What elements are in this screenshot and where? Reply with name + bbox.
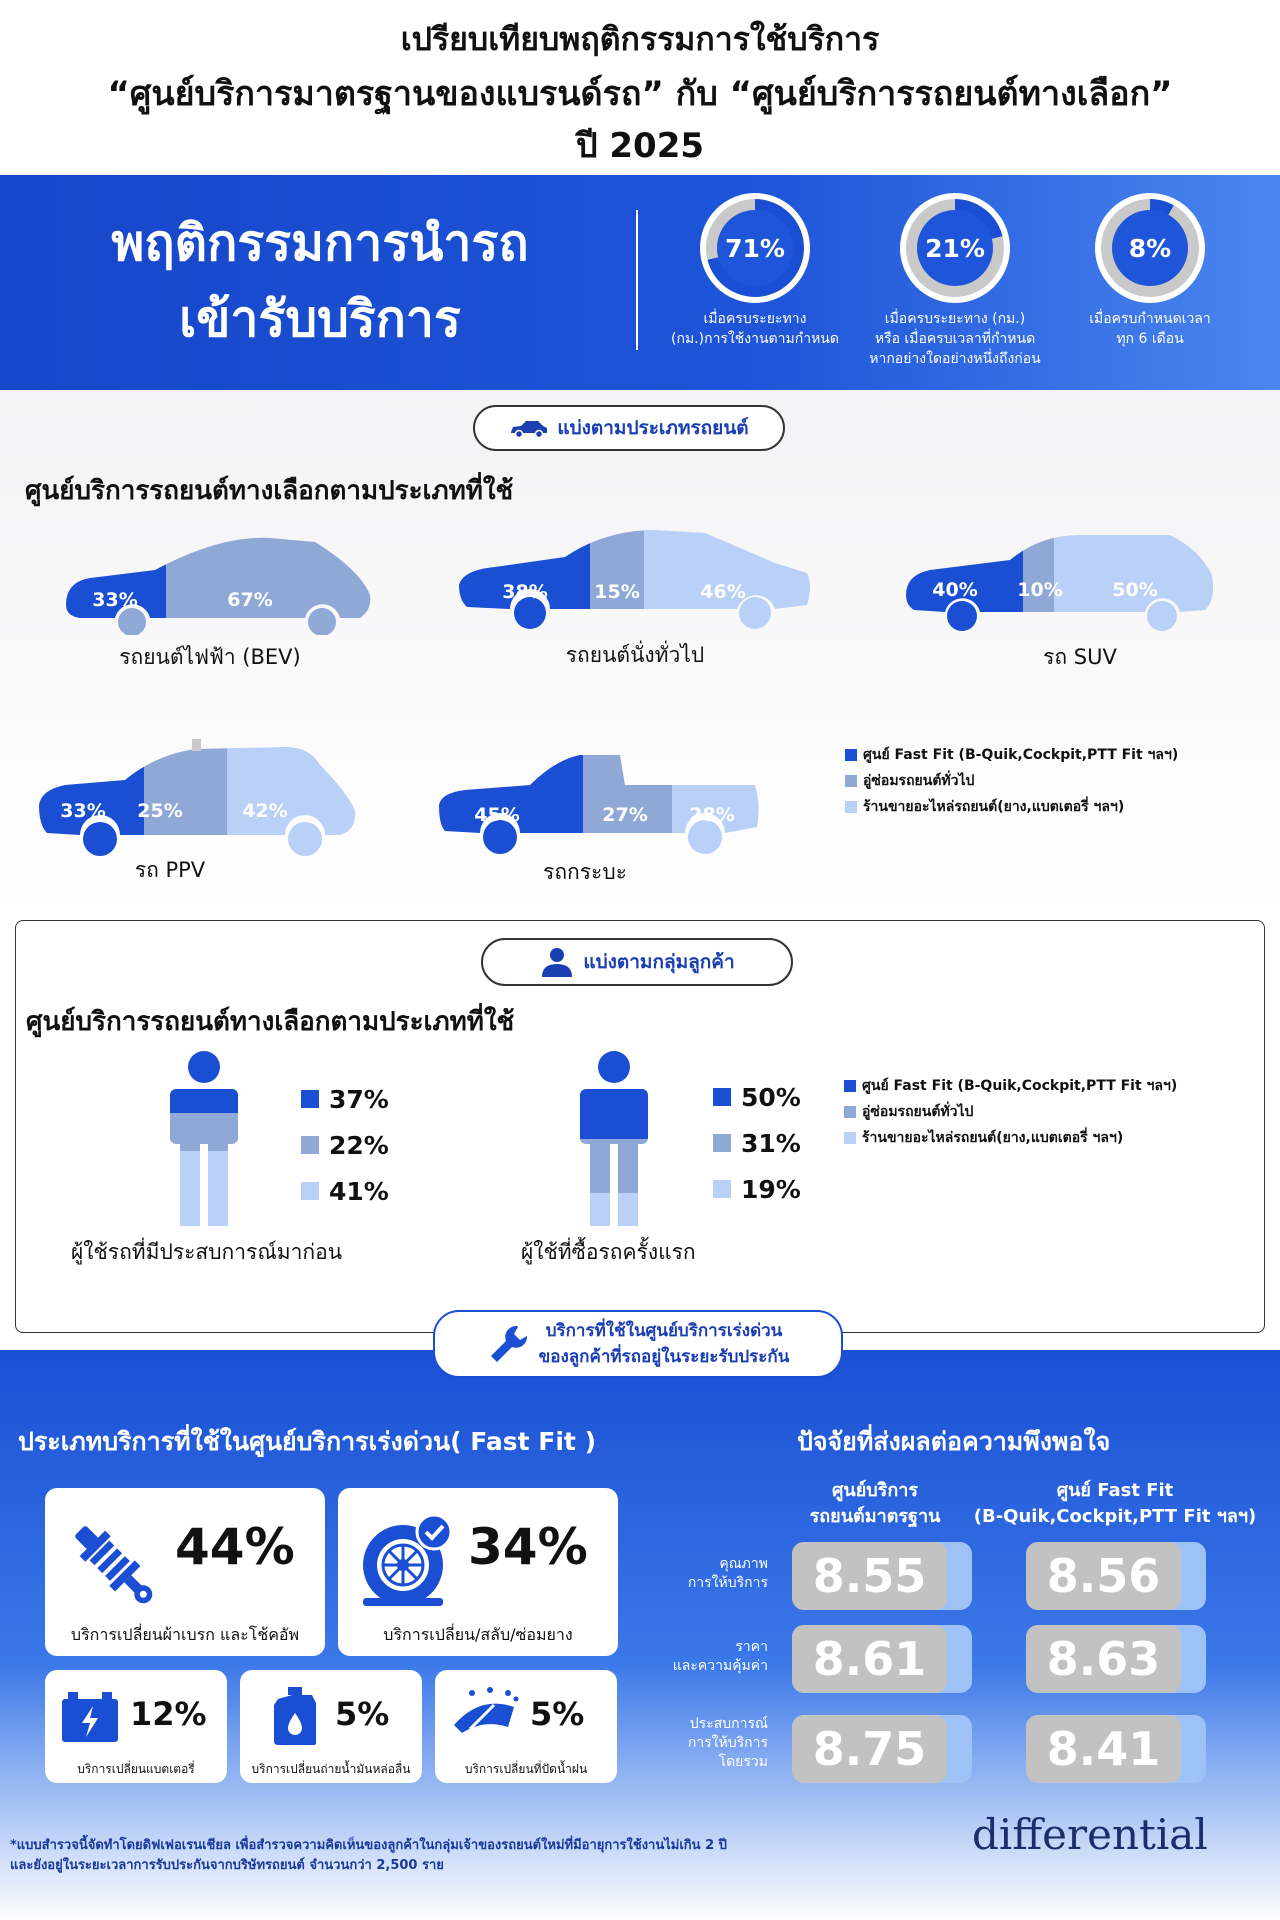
row-label-line: ราคา	[735, 1639, 768, 1655]
car-sedan	[455, 525, 815, 672]
row-label-line: การให้บริการ	[687, 1735, 768, 1751]
legend-label: อู่ซ่อมรถยนต์ทั่วไป	[863, 773, 975, 789]
customer-pill	[481, 938, 793, 986]
car-bev	[60, 530, 380, 674]
fastfit-pill-text	[539, 1318, 790, 1370]
car-icon	[509, 418, 549, 438]
score-value: 8.41	[1026, 1715, 1181, 1783]
legend-swatch	[845, 775, 857, 787]
vehicle-pill-label: แบ่งตามประเภทรถยนต์	[557, 417, 749, 439]
service-card-tire	[338, 1488, 618, 1656]
col-head-line: ศูนย์บริการ	[831, 1480, 919, 1501]
vehicle-section	[0, 390, 1280, 915]
score-value: 8.61	[792, 1625, 947, 1693]
service-caption: บริการเปลี่ยนแบตเตอรี่	[77, 1762, 195, 1776]
behavior-item-1	[645, 193, 865, 349]
col-head-fastfit	[965, 1478, 1265, 1530]
group-value	[713, 1120, 801, 1166]
col-head-line: (B-Quik,Cockpit,PTT Fit ฯลฯ)	[973, 1506, 1257, 1527]
caption-line: หรือ เมื่อครบเวลาที่กำหนด	[874, 331, 1036, 347]
behavior-title-line-1: พฤติกรรมการนำรถ	[111, 214, 529, 272]
row-label-price	[618, 1638, 768, 1676]
score-standard-price	[792, 1625, 972, 1693]
service-card-brake	[45, 1488, 325, 1656]
score-fastfit-experience	[1026, 1715, 1206, 1783]
service-value: 44%	[175, 1518, 295, 1576]
legend-swatch	[845, 801, 857, 813]
score-value: 8.56	[1026, 1542, 1181, 1610]
group-value	[301, 1122, 389, 1168]
caption-line: ทุก 6 เดือน	[1116, 331, 1184, 347]
col-head-line: ศูนย์ Fast Fit	[1056, 1480, 1174, 1501]
car-value: 27%	[602, 804, 648, 826]
service-caption: บริการเปลี่ยนถ่ายน้ำมันหล่อลื่น	[251, 1762, 411, 1776]
wiper-icon	[450, 1685, 522, 1743]
score-value: 8.63	[1026, 1625, 1181, 1693]
car-label: รถ SUV	[1043, 645, 1117, 669]
fastfit-pill	[433, 1310, 843, 1378]
title-line-2: “ศูนย์บริการมาตรฐานของแบรนด์รถ” กับ “ศูนย์บริการรถยนต์ทางเลือก”	[107, 74, 1173, 114]
caption-line: หากอย่างใดอย่างหนึ่งถึงก่อน	[869, 351, 1041, 367]
battery-icon	[60, 1690, 120, 1744]
fastfit-title: ประเภทบริการที่ใช้ในศูนย์บริการเร่งด่วน( Fast Fit )	[18, 1427, 597, 1456]
value-text: 41%	[329, 1176, 389, 1206]
oil-can-icon	[270, 1685, 320, 1747]
car-value: 33%	[92, 589, 138, 611]
legend-swatch	[844, 1106, 856, 1118]
service-caption: บริการเปลี่ยนที่ปัดน้ำฝน	[464, 1762, 588, 1776]
legend-item	[845, 742, 1178, 768]
value-swatch	[301, 1136, 319, 1154]
value-text: 50%	[741, 1082, 801, 1112]
car-value: 10%	[1017, 579, 1063, 601]
row-label-line: โดยรวม	[718, 1754, 768, 1770]
donut-value: 71%	[717, 210, 793, 286]
pill-line: ของลูกค้าที่รถอยู่ในระยะรับประกัน	[538, 1347, 790, 1367]
service-value: 34%	[468, 1518, 588, 1576]
legend-swatch	[844, 1080, 856, 1092]
header	[0, 0, 1280, 175]
row-label-line: ประสบการณ์	[689, 1716, 768, 1732]
row-label-experience	[618, 1715, 768, 1772]
donut-caption	[1040, 309, 1260, 349]
group-value	[301, 1076, 389, 1122]
car-value: 40%	[932, 579, 978, 601]
car-value: 46%	[700, 581, 746, 603]
caption-line: เมื่อครบระยะทาง	[703, 311, 807, 327]
behavior-item-3	[1040, 193, 1260, 349]
vehicle-legend	[845, 742, 1178, 820]
person-icon	[539, 947, 575, 977]
car-value: 42%	[242, 800, 288, 822]
donut-chart	[900, 193, 1010, 303]
car-value: 28%	[689, 804, 735, 826]
donut-chart	[700, 193, 810, 303]
pill-line: บริการที่ใช้ในศูนย์บริการเร่งด่วน	[545, 1321, 783, 1341]
car-label: รถกระบะ	[543, 860, 627, 884]
behavior-item-2	[845, 193, 1065, 369]
row-label-line: คุณภาพ	[719, 1556, 768, 1572]
service-value: 5%	[530, 1695, 585, 1733]
behavior-title	[40, 205, 600, 357]
car-value: 50%	[1112, 579, 1158, 601]
car-value: 25%	[137, 800, 183, 822]
vehicle-subtitle: ศูนย์บริการรถยนต์ทางเลือกตามประเภทที่ใช้	[25, 476, 514, 506]
group-value	[713, 1074, 801, 1120]
service-card-battery	[45, 1670, 227, 1783]
satisfaction-title: ปัจจัยที่ส่งผลต่อความพึงพอใจ	[797, 1427, 1111, 1456]
footnote-line: *แบบสำรวจนี้จัดทำโดยดิฟเฟอเรนเชียล เพื่อสำรวจความคิดเห็นของลูกค้าในกลุ่มเจ้าของรถยนต์ใหม่ที่มีอายุการใช้งานไม่เกิน 2 ปี	[10, 1838, 727, 1853]
legend-item	[845, 768, 1178, 794]
customer-pill-label: แบ่งตามกลุ่มลูกค้า	[583, 951, 735, 973]
title-year: ปี 2025	[575, 126, 705, 166]
legend-swatch	[844, 1132, 856, 1144]
score-value: 8.75	[792, 1715, 947, 1783]
service-value: 12%	[130, 1695, 207, 1733]
score-fastfit-price	[1026, 1625, 1206, 1693]
legend-swatch	[845, 749, 857, 761]
service-card-wiper	[435, 1670, 617, 1783]
footnote-line: และยังอยู่ในระยะเวลาการรับประกันจากบริษัทรถยนต์ จำนวนกว่า 2,500 ราย	[10, 1858, 444, 1873]
car-value: 33%	[60, 800, 106, 822]
legend-label: อู่ซ่อมรถยนต์ทั่วไป	[862, 1104, 974, 1120]
car-value: 15%	[594, 581, 640, 603]
customer-subtitle: ศูนย์บริการรถยนต์ทางเลือกตามประเภทที่ใช้	[26, 1007, 515, 1037]
service-caption: บริการเปลี่ยน/สลับ/ซ่อมยาง	[383, 1625, 573, 1644]
vehicle-pill	[473, 405, 785, 451]
legend-label: ศูนย์ Fast Fit (B-Quik,Cockpit,PTT Fit ฯลฯ)	[863, 747, 1179, 763]
col-head-line: รถยนต์มาตรฐาน	[809, 1506, 941, 1527]
car-label: รถยนต์ไฟฟ้า (BEV)	[119, 645, 301, 669]
caption-line: (กม.)การใช้งานตามกำหนด	[671, 331, 839, 347]
value-text: 37%	[329, 1084, 389, 1114]
group-label: ผู้ใช้รถที่มีประสบการณ์มาก่อน	[71, 1240, 343, 1264]
legend-item	[844, 1099, 1177, 1125]
row-label-line: การให้บริการ	[687, 1575, 768, 1591]
service-card-oil	[240, 1670, 422, 1783]
value-swatch	[301, 1182, 319, 1200]
tire-icon	[358, 1510, 458, 1610]
donut-caption	[645, 309, 865, 349]
value-swatch	[713, 1134, 731, 1152]
legend-label: ศูนย์ Fast Fit (B-Quik,Cockpit,PTT Fit ฯลฯ)	[862, 1078, 1178, 1094]
caption-line: เมื่อครบกำหนดเวลา	[1089, 311, 1211, 327]
group-values	[713, 1074, 801, 1212]
service-value: 5%	[335, 1695, 390, 1733]
row-label-quality	[618, 1555, 768, 1593]
score-fastfit-quality	[1026, 1542, 1206, 1610]
legend-item	[845, 794, 1178, 820]
shock-absorber-icon	[65, 1516, 165, 1616]
behavior-title-line-2: เข้ารับบริการ	[179, 290, 461, 348]
col-head-standard	[775, 1478, 975, 1530]
car-suv	[900, 530, 1230, 674]
band-divider	[636, 210, 638, 350]
customer-legend	[844, 1073, 1177, 1151]
group-value	[301, 1168, 389, 1214]
group-value	[713, 1166, 801, 1212]
value-swatch	[713, 1088, 731, 1106]
service-caption: บริการเปลี่ยนผ้าเบรก และโช้คอัพ	[70, 1625, 300, 1644]
person-figure-experienced	[166, 1051, 242, 1226]
row-label-line: และความคุ้มค่า	[672, 1658, 768, 1674]
wrench-icon	[487, 1322, 531, 1366]
value-text: 22%	[329, 1130, 389, 1160]
title-line-1: เปรียบเทียบพฤติกรรมการใช้บริการ	[400, 20, 880, 58]
car-value: 45%	[474, 804, 520, 826]
car-value: 38%	[502, 581, 548, 603]
donut-value: 21%	[917, 210, 993, 286]
customer-section	[15, 920, 1265, 1333]
group-values	[301, 1076, 389, 1214]
value-text: 19%	[741, 1174, 801, 1204]
legend-label: ร้านขายอะไหล่รถยนต์(ยาง,แบตเตอรี่ ฯลฯ)	[862, 1130, 1124, 1146]
score-standard-experience	[792, 1715, 972, 1783]
value-swatch	[301, 1090, 319, 1108]
brand-logo: differential	[972, 1810, 1208, 1859]
car-label: รถ PPV	[134, 858, 206, 882]
bottom-section	[0, 1350, 1280, 1920]
car-value: 67%	[227, 589, 273, 611]
donut-chart	[1095, 193, 1205, 303]
donut-value: 8%	[1112, 210, 1188, 286]
caption-line: เมื่อครบระยะทาง (กม.)	[884, 311, 1026, 327]
score-value: 8.55	[792, 1542, 947, 1610]
car-ppv	[35, 735, 365, 887]
footnote	[10, 1836, 910, 1876]
donut-caption	[845, 309, 1065, 369]
value-swatch	[713, 1180, 731, 1198]
score-standard-quality	[792, 1542, 972, 1610]
group-label: ผู้ใช้ที่ซื้อรถครั้งแรก	[521, 1240, 696, 1264]
behavior-band	[0, 175, 1280, 390]
car-label: รถยนต์นั่งทั่วไป	[565, 643, 705, 667]
person-figure-first-time	[576, 1051, 652, 1226]
legend-item	[844, 1073, 1177, 1099]
car-pickup	[435, 745, 765, 889]
value-text: 31%	[741, 1128, 801, 1158]
legend-label: ร้านขายอะไหล่รถยนต์(ยาง,แบตเตอรี่ ฯลฯ)	[863, 799, 1125, 815]
legend-item	[844, 1125, 1177, 1151]
